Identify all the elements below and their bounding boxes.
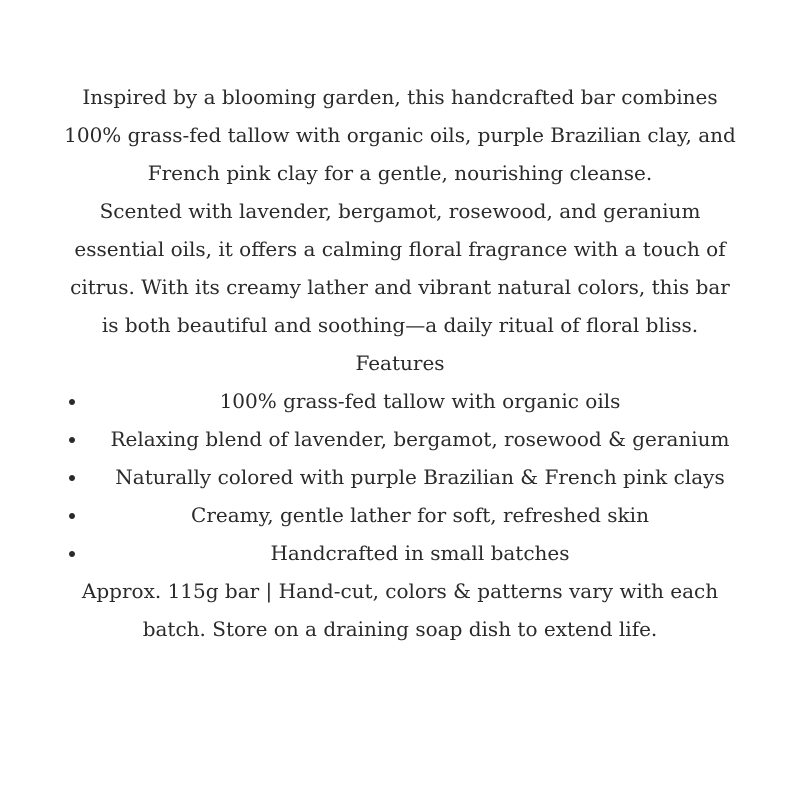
feature-item: • Handcrafted in small batches [88, 534, 752, 572]
care-note [48, 572, 752, 648]
feature-item: • Naturally colored with purple Brazilian & French pink clays [88, 458, 752, 496]
description-line: is both beautiful and soothing—a daily ritual of floral bliss. [101, 313, 699, 337]
features-heading: Features [355, 351, 445, 375]
feature-item: • Relaxing blend of lavender, bergamot, rosewood & geranium [88, 420, 752, 458]
description-line: Scented with lavender, bergamot, rosewood, and geranium [99, 199, 701, 223]
description-line: French pink clay for a gentle, nourishing cleanse. [147, 161, 653, 185]
care-note-line: Approx. 115g bar | Hand-cut, colors & patterns vary with each [81, 579, 719, 603]
description-line: Inspired by a blooming garden, this handcrafted bar combines [82, 85, 718, 109]
description-line: 100% grass-fed tallow with organic oils, purple Brazilian clay, and [64, 123, 736, 147]
features-list [48, 382, 752, 572]
feature-item: • 100% grass-fed tallow with organic oils [88, 382, 752, 420]
care-note-line: batch. Store on a draining soap dish to extend life. [142, 617, 658, 641]
intro-paragraph [48, 78, 752, 344]
product-description [48, 78, 752, 648]
description-line: essential oils, it offers a calming floral fragrance with a touch of [74, 237, 726, 261]
feature-item: • Creamy, gentle lather for soft, refreshed skin [88, 496, 752, 534]
description-line: citrus. With its creamy lather and vibrant natural colors, this bar [70, 275, 730, 299]
